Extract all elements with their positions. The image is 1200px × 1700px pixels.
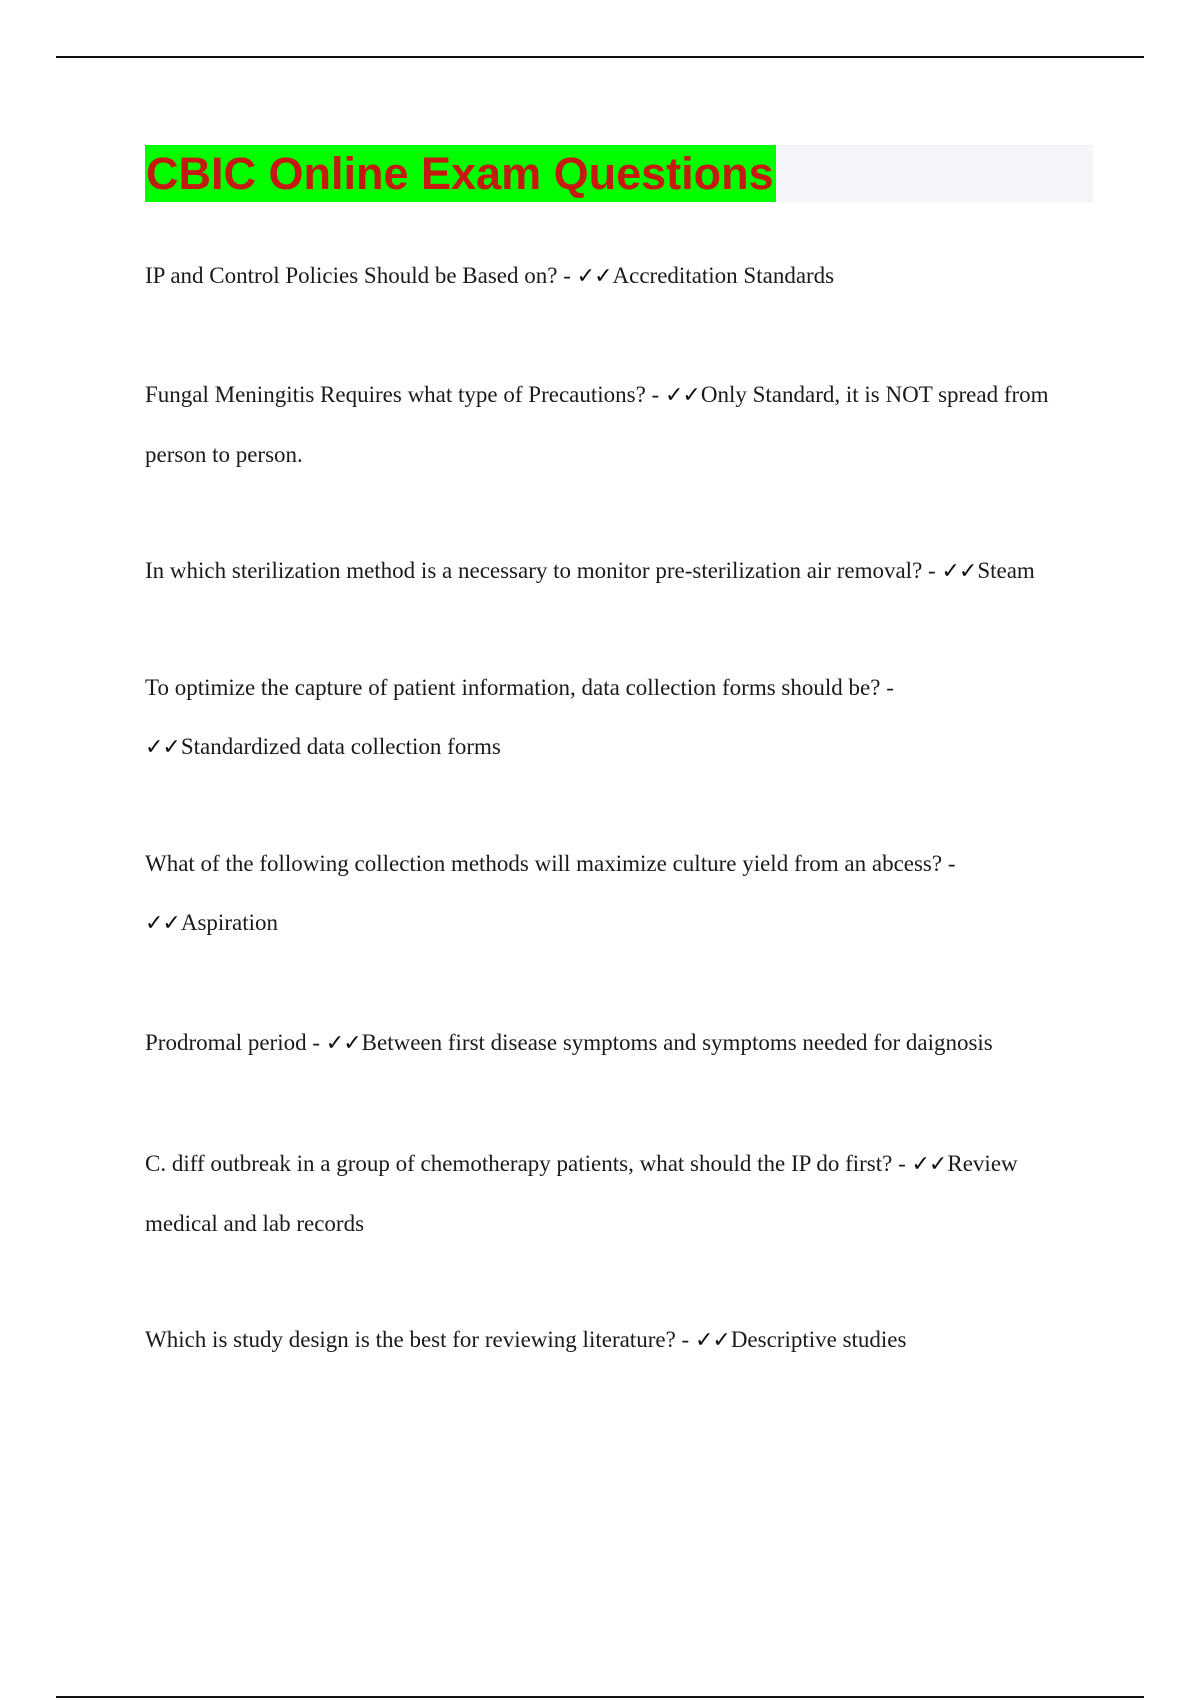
qa-item-4 (145, 658, 975, 777)
double-check-icon: ✓✓ (664, 383, 700, 408)
qa-item-7 (145, 1134, 1085, 1253)
question-text: In which sterilization method is a necessary to monitor pre-sterilization air removal? - (145, 558, 942, 583)
double-check-icon: ✓✓ (911, 1152, 947, 1177)
answer-text: Accreditation Standards (612, 263, 835, 288)
qa-item-1 (145, 246, 1095, 306)
qa-item-2 (145, 365, 1065, 484)
answer-text: Only Standard, it is NOT spread from person to person. (145, 382, 1049, 467)
question-text: What of the following collection methods will maximize culture yield from an abcess? - (145, 851, 956, 876)
double-check-icon: ✓✓ (145, 911, 180, 936)
question-text: Prodromal period - (145, 1030, 326, 1055)
bottom-rule (56, 1696, 1144, 1698)
answer-text: Standardized data collection forms (180, 734, 501, 759)
title-highlight (145, 145, 776, 202)
question-text: C. diff outbreak in a group of chemotherapy patients, what should the IP do first? - (145, 1151, 912, 1176)
double-check-icon: ✓✓ (576, 264, 612, 289)
answer-text: Descriptive studies (730, 1327, 907, 1352)
question-text: IP and Control Policies Should be Based on? - (145, 263, 577, 288)
question-text: Which is study design is the best for reviewing literature? - (145, 1327, 695, 1352)
double-check-icon: ✓✓ (941, 559, 977, 584)
qa-item-6 (145, 1013, 1145, 1073)
answer-text: Aspiration (180, 910, 278, 935)
qa-item-8 (145, 1310, 1095, 1370)
top-rule (56, 56, 1144, 58)
double-check-icon: ✓✓ (694, 1328, 730, 1353)
qa-item-3 (145, 541, 1145, 601)
question-text: To optimize the capture of patient information, data collection forms should be? - (145, 675, 894, 700)
double-check-icon: ✓✓ (325, 1031, 361, 1056)
double-check-icon: ✓✓ (145, 735, 180, 760)
answer-text: Between first disease symptoms and symptoms needed for daignosis (361, 1030, 993, 1055)
qa-item-5 (145, 834, 1045, 953)
answer-text: Review medical and lab records (145, 1151, 1018, 1236)
answer-text: Steam (977, 558, 1035, 583)
question-text: Fungal Meningitis Requires what type of Precautions? - (145, 382, 665, 407)
document-title: CBIC Online Exam Questions (146, 148, 774, 199)
